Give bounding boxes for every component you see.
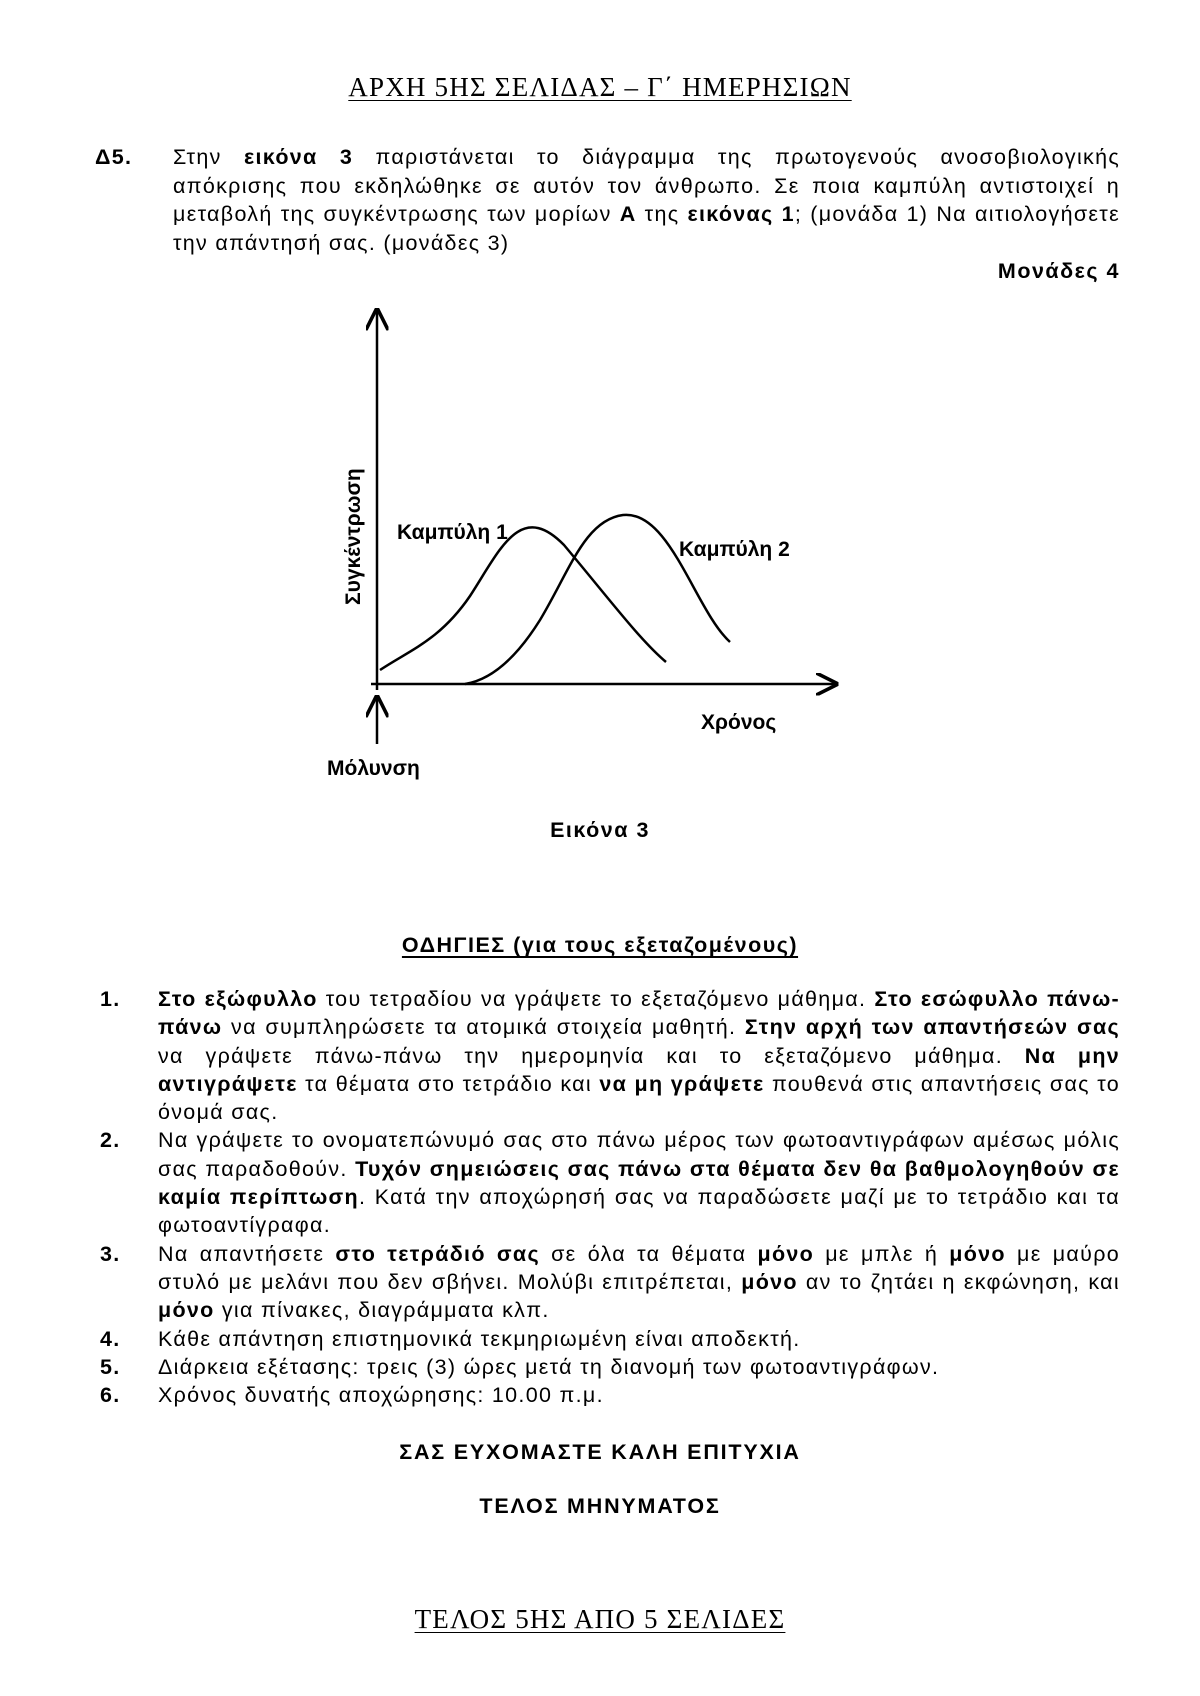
curve-1 bbox=[380, 527, 666, 670]
text-run: Κάθε απάντηση επιστημονικά τεκμηριωμένη είναι αποδεκτή. bbox=[158, 1326, 801, 1351]
text-run: για πίνακες, διαγράμματα κλπ. bbox=[214, 1298, 550, 1323]
instructions-title bbox=[0, 933, 1200, 958]
figure-caption: Εικόνα 3 bbox=[550, 818, 650, 842]
text-run: ; (μονάδα 1) Να αιτιολογήσετε την απάντησή σας. (μονάδες 3) bbox=[173, 202, 1120, 255]
page-header-text: ΑΡΧΗ 5ΗΣ ΣΕΛΙΔΑΣ – Γ΄ ΗΜΕΡΗΣΙΩΝ bbox=[348, 72, 852, 102]
text-run: σε όλα τα θέματα bbox=[539, 1241, 758, 1266]
page-footer bbox=[0, 1604, 1200, 1635]
emphasized-text: μόνο bbox=[741, 1269, 798, 1294]
instruction-text bbox=[158, 1355, 939, 1379]
instruction-text bbox=[158, 1383, 604, 1407]
curve-2-label: Καμπύλη 2 bbox=[679, 538, 790, 561]
instruction-item bbox=[100, 1240, 1120, 1325]
question-marks: Μονάδες 4 bbox=[997, 259, 1120, 283]
emphasized-text: Α bbox=[619, 202, 637, 226]
end-of-message: ΤΕΛΟΣ ΜΗΝΥΜΑΤΟΣ bbox=[479, 1494, 721, 1518]
emphasized-text: να μη γράψετε bbox=[599, 1071, 765, 1096]
question-text bbox=[173, 143, 1120, 257]
y-axis-label: Συγκέντρωση bbox=[342, 468, 365, 605]
instructions-list bbox=[100, 985, 1120, 1409]
page-footer-text: ΤΕΛΟΣ 5ΗΣ ΑΠΟ 5 ΣΕΛΙΔΕΣ bbox=[414, 1604, 786, 1634]
instruction-number: 4. bbox=[100, 1326, 121, 1351]
text-run: Χρόνος δυνατής αποχώρησης: 10.00 π.μ. bbox=[158, 1383, 604, 1408]
emphasized-text: Στην αρχή των απαντήσεών σας bbox=[744, 1015, 1120, 1040]
question-number: Δ5. bbox=[95, 145, 133, 169]
emphasized-text: εικόνα 3 bbox=[244, 145, 354, 169]
infection-label: Μόλυνση bbox=[327, 757, 420, 780]
curve-2 bbox=[465, 515, 730, 684]
curve-1-label: Καμπύλη 1 bbox=[397, 521, 508, 544]
text-run: Διάρκεια εξέτασης: τρεις (3) ώρες μετά τη διανομή των φωτοαντιγράφων. bbox=[158, 1354, 940, 1379]
question-d5 bbox=[95, 143, 1120, 286]
instruction-number: 5. bbox=[100, 1354, 121, 1379]
instruction-text bbox=[158, 1242, 1120, 1323]
instruction-text bbox=[158, 987, 1120, 1124]
emphasized-text: εικόνας 1 bbox=[687, 202, 795, 226]
instruction-item bbox=[100, 1126, 1120, 1239]
instruction-number: 3. bbox=[100, 1241, 121, 1266]
text-run: να συμπληρώσετε τα ατομικά στοιχεία μαθητή. bbox=[222, 1015, 745, 1040]
instruction-item bbox=[100, 1325, 1120, 1353]
instruction-number: 6. bbox=[100, 1383, 121, 1408]
text-run: Να γράψετε το ονοματεπώνυμό σας στο πάνω μέρος των φωτοαντιγράφων αμέσως μόλις σας παραδοθούν. bbox=[158, 1128, 1120, 1181]
emphasized-text: Στο εσώφυλλο πάνω-πάνω bbox=[158, 987, 1120, 1040]
emphasized-text: μόνο bbox=[158, 1298, 215, 1323]
emphasized-text: Να μην αντιγράψετε bbox=[158, 1043, 1121, 1096]
instruction-item bbox=[100, 1381, 1120, 1409]
instruction-text bbox=[158, 1128, 1120, 1237]
page-header bbox=[0, 72, 1200, 103]
emphasized-text: μόνο bbox=[949, 1241, 1006, 1266]
x-axis-label: Χρόνος bbox=[701, 711, 777, 734]
text-run: να γράψετε πάνω-πάνω την ημερομηνία και το εξεταζόμενο μάθημα. bbox=[158, 1043, 1025, 1068]
instruction-text bbox=[158, 1327, 801, 1351]
instructions-title-text: ΟΔΗΓΙΕΣ (για τους εξεταζομένους) bbox=[401, 933, 799, 957]
emphasized-text: μόνο bbox=[757, 1241, 815, 1266]
good-luck-message: ΣΑΣ ΕΥΧΟΜΑΣΤΕ ΚΑΛΗ ΕΠΙΤΥΧΙΑ bbox=[399, 1440, 801, 1464]
emphasized-text: Τυχόν σημειώσεις σας πάνω στα θέματα δεν θα βαθμολογηθούν σε καμία περίπτωση bbox=[158, 1156, 1121, 1210]
instruction-item bbox=[100, 1353, 1120, 1381]
text-run: με μαύρο στυλό με μελάνι που δεν σβήνει. Μολύβι επιτρέπεται, bbox=[158, 1241, 1121, 1294]
instruction-number: 2. bbox=[100, 1128, 121, 1153]
text-run: της bbox=[636, 202, 688, 226]
text-run: παριστάνεται το διάγραμμα της πρωτογενούς ανοσοβιολογικής απόκρισης που εκδηλώθηκε σε αυτόν τον άνθρωπο. Σε ποια καμπύλη αντιστοιχεί η μεταβολή της συγκέντρωσης των μορίων bbox=[173, 145, 1120, 226]
text-run: τα θέματα στο τετράδιο και bbox=[297, 1071, 600, 1096]
text-run: του τετραδίου να γράψετε το εξεταζόμενο μάθημα. bbox=[317, 987, 875, 1011]
emphasized-text: στο τετράδιό σας bbox=[335, 1241, 540, 1266]
text-run: πουθενά στις απαντήσεις σας το όνομά σας. bbox=[158, 1071, 1120, 1125]
instruction-item bbox=[100, 985, 1120, 1126]
emphasized-text: Στο εξώφυλλο bbox=[158, 987, 318, 1011]
instruction-number: 1. bbox=[100, 987, 121, 1011]
text-run: με μπλε ή bbox=[814, 1241, 950, 1266]
text-run: Στην bbox=[173, 145, 244, 169]
text-run: . Κατά την αποχώρησή σας να παραδώσετε μαζί με το τετράδιο και τα φωτοαντίγραφα. bbox=[158, 1185, 1120, 1238]
text-run: Να απαντήσετε bbox=[158, 1241, 336, 1266]
text-run: αν το ζητάει η εκφώνηση, και bbox=[797, 1269, 1120, 1294]
